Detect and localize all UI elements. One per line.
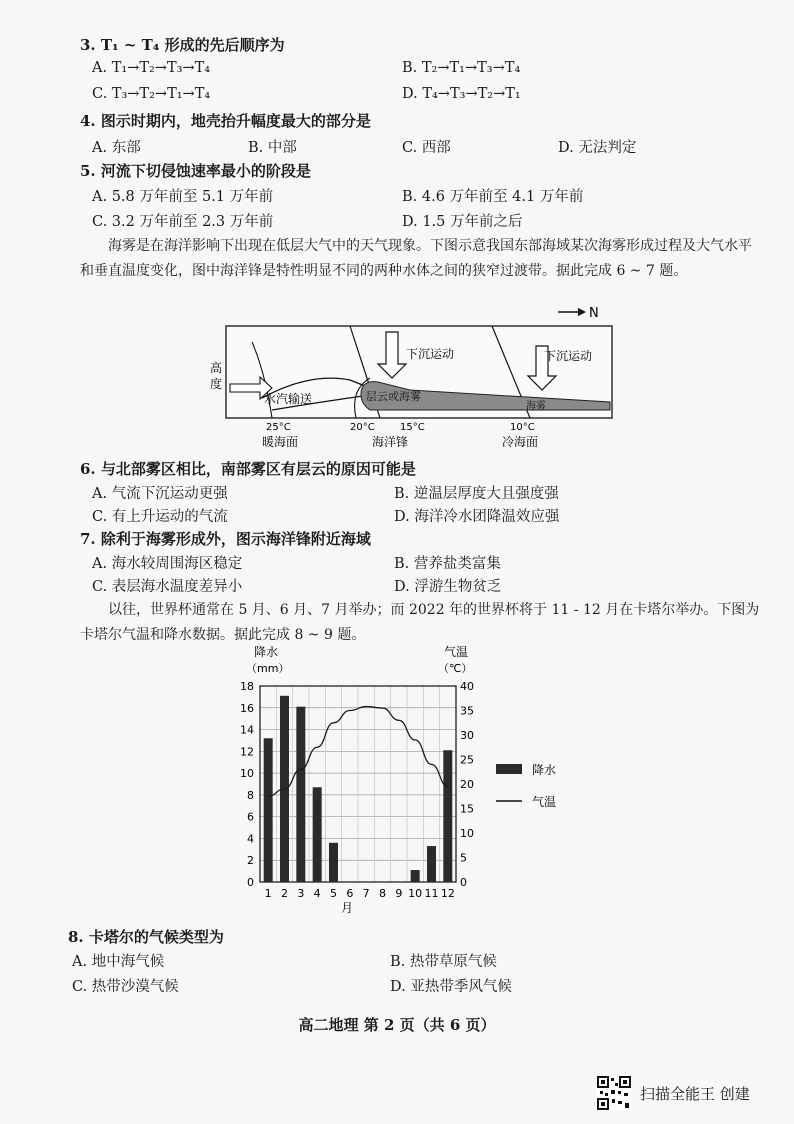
left-tick-label: 16 <box>240 701 254 715</box>
right-tick-label: 15 <box>460 802 474 816</box>
q6-stem: 6. 与北部雾区相比，南部雾区有层云的原因可能是 <box>80 460 416 478</box>
left-tick-label: 18 <box>240 680 254 693</box>
temp-25-label: 25°C <box>266 422 291 433</box>
height-label-1: 高 <box>210 361 223 375</box>
q8-option-c: C. 热带沙漠气候 <box>72 979 179 995</box>
right-tick-label: 0 <box>460 876 467 889</box>
q5-option-c: C. 3.2 万年前至 2.3 万年前 <box>92 214 274 230</box>
precip-bar <box>443 750 452 882</box>
precip-bar <box>411 870 420 882</box>
qr-code-icon <box>596 1075 632 1111</box>
q8-option-b: B. 热带草原气候 <box>390 954 497 970</box>
left-axis-unit: （mm） <box>246 662 290 675</box>
q8-option-a: A. 地中海气候 <box>72 954 165 970</box>
q6-option-d: D. 海洋冷水团降温效应强 <box>394 509 560 525</box>
sea-fog-label: 海雾 <box>526 401 546 412</box>
x-tick-label: 6 <box>346 887 354 900</box>
q7-option-d: D. 浮游生物贫乏 <box>394 579 502 595</box>
intro-6-7: 海雾是在海洋影响下出现在低层大气中的天气现象。下图示意我国东部海域某次海雾形成过程及大气水平和垂直温度变化，图中海洋锋是特性明显不同的两种水体之间的狭窄过渡带。据此完成 6 ~ 7 题。 <box>80 238 752 279</box>
x-tick-label: 3 <box>297 887 305 900</box>
north-arrow-head-icon <box>578 308 586 316</box>
q7-option-b: B. 营养盐类富集 <box>394 556 501 572</box>
left-tick-label: 0 <box>247 876 254 889</box>
x-tick-label: 12 <box>440 887 455 900</box>
right-tick-label: 40 <box>460 680 474 693</box>
north-label: N <box>589 306 599 321</box>
q3-stem: 3. T₁ ~ T₄ 形成的先后顺序为 <box>80 36 285 54</box>
right-axis-title: 气温 <box>444 645 469 659</box>
right-tick-label: 35 <box>460 704 474 718</box>
q4-option-b: B. 中部 <box>248 140 297 156</box>
sea-fog-diagram <box>200 302 620 454</box>
x-tick-label: 1 <box>264 887 272 900</box>
sinking-label-2: 下沉运动 <box>544 349 593 363</box>
left-tick-label: 2 <box>247 854 254 868</box>
q7-option-a: A. 海水较周围海区稳定 <box>92 556 243 572</box>
right-axis-unit: （℃） <box>438 662 473 675</box>
q6-option-a: A. 气流下沉运动更强 <box>92 486 228 502</box>
intro-8-9: 以往，世界杯通常在 5 月、6 月、7 月举办；而 2022 年的世界杯将于 11 - 12 月在卡塔尔举办。下图为卡塔尔气温和降水数据。据此完成 8 ~ 9 题。 <box>80 602 760 643</box>
height-label-2: 度 <box>210 377 223 391</box>
q8-option-d: D. 亚热带季风气候 <box>390 979 512 995</box>
x-tick-label: 5 <box>330 887 337 900</box>
x-tick-label: 11 <box>424 887 439 900</box>
sinking-label-1: 下沉运动 <box>406 347 455 361</box>
legend-label-precip: 降水 <box>532 763 557 777</box>
left-tick-label: 14 <box>240 723 254 737</box>
stratus-label: 层云或海雾 <box>366 390 421 403</box>
q5-option-d: D. 1.5 万年前之后 <box>402 214 523 230</box>
q4-option-c: C. 西部 <box>402 140 451 156</box>
scanner-watermark <box>596 1075 750 1111</box>
left-tick-label: 10 <box>240 767 254 781</box>
right-tick-label: 5 <box>460 851 467 865</box>
legend-label-temp: 气温 <box>532 795 557 809</box>
right-tick-label: 20 <box>460 778 474 791</box>
page-footer: 高二地理 第 2 页（共 6 页） <box>298 1016 496 1034</box>
precip-bar <box>329 843 338 882</box>
x-axis-label: 月 <box>341 901 354 915</box>
q7-option-c: C. 表层海水温度差异小 <box>92 579 243 595</box>
x-tick-label: 9 <box>395 887 403 900</box>
q6-option-c: C. 有上升运动的气流 <box>92 509 228 525</box>
right-tick-label: 10 <box>460 827 474 840</box>
left-tick-label: 12 <box>240 745 254 759</box>
right-tick-label: 25 <box>460 753 474 767</box>
left-axis-title: 降水 <box>254 645 279 659</box>
q4-option-d: D. 无法判定 <box>558 140 637 156</box>
q7-stem: 7. 除利于海雾形成外，图示海洋锋附近海域 <box>80 530 371 548</box>
q3-option-c: C. T₃→T₂→T₁→T₄ <box>92 86 211 102</box>
left-tick-label: 8 <box>247 788 254 802</box>
precip-bar <box>296 707 305 882</box>
q6-option-b: B. 逆温层厚度大且强度强 <box>394 486 559 502</box>
q3-option-d: D. T₄→T₃→T₂→T₁ <box>402 86 521 102</box>
x-tick-label: 2 <box>281 887 288 900</box>
temp-15-label: 15°C <box>400 422 425 433</box>
temp-10-label: 10°C <box>510 422 535 433</box>
left-tick-label: 6 <box>247 810 254 824</box>
x-tick-label: 4 <box>313 887 321 900</box>
q5-stem: 5. 河流下切侵蚀速率最小的阶段是 <box>80 162 311 180</box>
q8-stem: 8. 卡塔尔的气候类型为 <box>68 928 224 946</box>
temp-20-label: 20°C <box>350 422 375 433</box>
q3-option-a: A. T₁→T₂→T₃→T₄ <box>92 60 211 76</box>
right-tick-label: 30 <box>460 729 474 742</box>
warm-sea-label: 暖海面 <box>262 435 299 449</box>
qatar-climate-chart <box>226 640 582 920</box>
x-tick-label: 10 <box>408 887 423 900</box>
x-tick-label: 7 <box>362 887 370 900</box>
precip-bar <box>427 846 436 882</box>
q5-option-b: B. 4.6 万年前至 4.1 万年前 <box>402 189 584 205</box>
ocean-front-label: 海洋锋 <box>372 435 409 449</box>
cold-sea-label: 冷海面 <box>502 435 539 449</box>
x-tick-label: 8 <box>379 887 386 900</box>
scanner-label: 扫描全能王 创建 <box>640 1084 750 1103</box>
precip-bar <box>313 787 322 882</box>
q5-option-a: A. 5.8 万年前至 5.1 万年前 <box>92 189 274 205</box>
legend-swatch-precip <box>496 764 522 774</box>
left-tick-label: 4 <box>247 832 254 846</box>
q3-option-b: B. T₂→T₁→T₃→T₄ <box>402 60 521 76</box>
precip-bar <box>264 738 273 882</box>
vapor-label: 水汽输送 <box>264 392 313 406</box>
q4-stem: 4. 图示时期内，地壳抬升幅度最大的部分是 <box>80 112 371 130</box>
q4-option-a: A. 东部 <box>92 140 141 156</box>
